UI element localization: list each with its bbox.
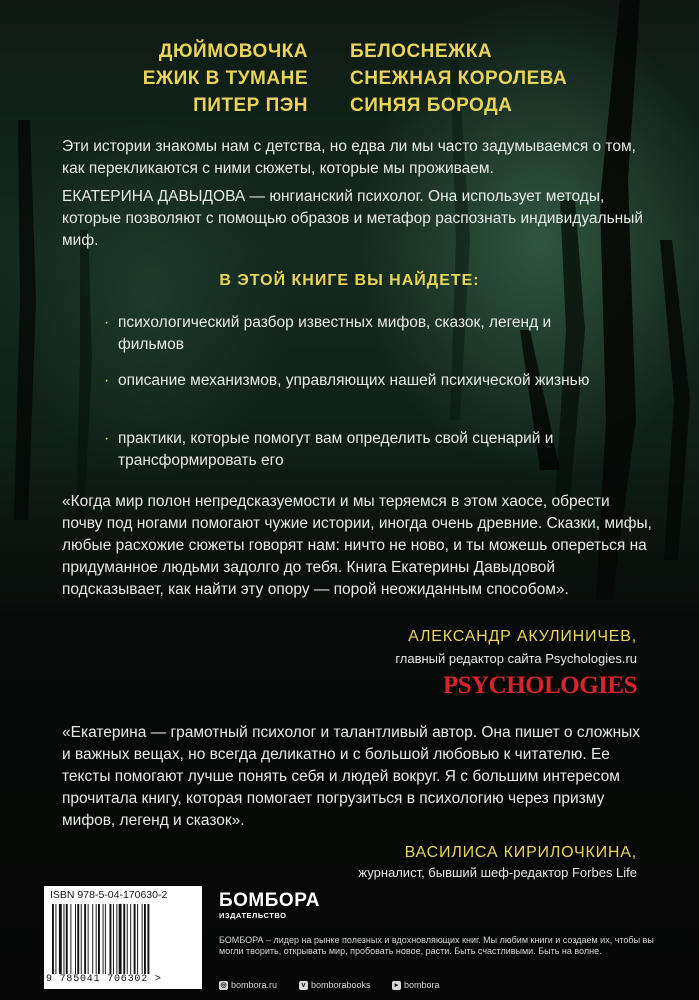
- intro-paragraph: Эти истории знакомы нам с детства, но едва ли мы часто задумываемся о том, как перекликаются с ними сюжеты, которые мы проживаем.: [62, 138, 636, 177]
- barcode-bar: [142, 904, 143, 974]
- title-left-1: ДЮЙМОВОЧКА: [158, 40, 308, 62]
- barcode-bar: [113, 904, 114, 974]
- title-left-2: ЕЖИК В ТУМАНЕ: [142, 67, 308, 89]
- barcode-bar: [75, 904, 76, 974]
- barcode-bar: [127, 904, 128, 974]
- social-link-vk[interactable]: [299, 980, 371, 990]
- social-label: bomborabooks: [311, 980, 371, 990]
- features-heading: В ЭТОЙ КНИГЕ ВЫ НАЙДЕТЕ:: [219, 272, 480, 289]
- fairy-tale-titles: [0, 38, 699, 119]
- bullet-icon: ·: [104, 372, 110, 389]
- barcode-bar: [130, 904, 131, 974]
- barcode: [44, 886, 202, 989]
- bullet-icon: ·: [104, 314, 110, 331]
- review-role-1: главный редактор сайта Psychologies.ru: [395, 651, 637, 666]
- barcode-bars: [48, 904, 198, 976]
- review-quote-2: «Екатерина — грамотный психолог и талантливый автор. Она пишет о сложных и важных вещах, но всегда деликатно и с большой любовью к читателю. Ее тексты помогают лучше понять себя и людей вокруг. Я с большим интересом прочитала книгу, которая помогает погрузиться в психологию через призму мифов, легенд и сказок».: [62, 724, 641, 829]
- barcode-bar: [77, 904, 79, 974]
- feature-item: [104, 312, 598, 356]
- social-link-telegram[interactable]: [392, 980, 440, 990]
- barcode-bar: [92, 904, 93, 974]
- vk-icon: v: [299, 981, 308, 990]
- barcode-bar: [70, 904, 71, 974]
- barcode-bar: [52, 904, 54, 974]
- barcode-bar: [59, 904, 62, 974]
- barcode-bar: [103, 904, 104, 974]
- barcode-bar: [64, 904, 65, 974]
- publisher-sublabel: ИЗДАТЕЛЬСТВО: [219, 911, 287, 920]
- barcode-bar: [66, 904, 68, 974]
- review-role-2: журналист, бывший шеф-редактор Forbes Life: [358, 865, 637, 880]
- barcode-bar: [81, 904, 82, 974]
- youtube-telegram-icon: ▸: [392, 981, 401, 990]
- barcode-bar: [110, 904, 112, 974]
- barcode-bar: [55, 904, 56, 974]
- title-right-2: СНЕЖНАЯ КОРОЛЕВА: [350, 67, 568, 89]
- publisher-description: БОМБОРА – лидер на рынке полезных и вдохновляющих книг. Мы любим книги и создаем их, чтобы вы могли творить, открывать мир, пробовать новое, расти. Быть счастливыми. Быть на волне.: [219, 935, 654, 956]
- social-link-site[interactable]: [219, 980, 277, 990]
- barcode-bar: [134, 904, 136, 974]
- review-quote-1: «Когда мир полон непредсказуемости и мы теряемся в этом хаосе, обрести почву под ногами помогают чужие истории, иногда очень древние. Сказки, мифы, любые расхожие сюжеты говорят нам: ничто не ново, и ты можешь опереться на придуманное людьми задолго до тебя. Книга Екатерины Давыдовой подсказывает, как найти эту опору — порой неожиданным способом».: [62, 493, 652, 598]
- barcode-bar: [144, 904, 146, 974]
- feature-item: [104, 428, 598, 472]
- barcode-bar: [84, 904, 86, 974]
- barcode-bar: [88, 904, 89, 974]
- barcode-bar: [105, 904, 106, 974]
- barcode-bar: [123, 904, 125, 974]
- title-right-1: БЕЛОСНЕЖКА: [350, 40, 493, 62]
- title-right-3: СИНЯЯ БОРОДА: [350, 94, 513, 116]
- author-paragraph: ЕКАТЕРИНА ДАВЫДОВА — юнгианский психолог. Она использует методы, которые позволяют с помощью образов и метафор распознать индивидуальный миф.: [62, 188, 644, 249]
- feature-text: практики, которые помогут вам определить свой сценарий и трансформировать его: [118, 430, 554, 469]
- barcode-bar: [119, 904, 122, 974]
- review-author-1: АЛЕКСАНДР АКУЛИНИЧЕВ,: [408, 628, 637, 645]
- barcode-digits: 9 785041 706302 >: [46, 974, 162, 985]
- barcode-bar: [147, 904, 149, 974]
- barcode-bar: [98, 904, 100, 974]
- social-label: bombora: [404, 980, 440, 990]
- psychologies-logo: PSYCHOLOGIES: [442, 672, 637, 699]
- bullet-icon: ·: [104, 430, 110, 447]
- barcode-bar: [137, 904, 138, 974]
- feature-item: [104, 370, 598, 392]
- publisher-logo: БОМБОРА: [219, 890, 320, 911]
- instagram-icon: ◎: [220, 981, 227, 989]
- barcode-bar: [96, 904, 97, 974]
- review-author-2: ВАСИЛИСА КИРИЛОЧКИНА,: [404, 844, 637, 861]
- feature-text: описание механизмов, управляющих нашей психической жизнью: [118, 372, 590, 389]
- feature-text: психологический разбор известных мифов, сказок, легенд и фильмов: [118, 314, 552, 353]
- barcode-bar: [116, 904, 117, 974]
- social-label: bombora.ru: [231, 980, 278, 990]
- title-left-3: ПИТЕР ПЭН: [193, 94, 308, 116]
- isbn-label: ISBN 978-5-04-170630-2: [50, 889, 168, 901]
